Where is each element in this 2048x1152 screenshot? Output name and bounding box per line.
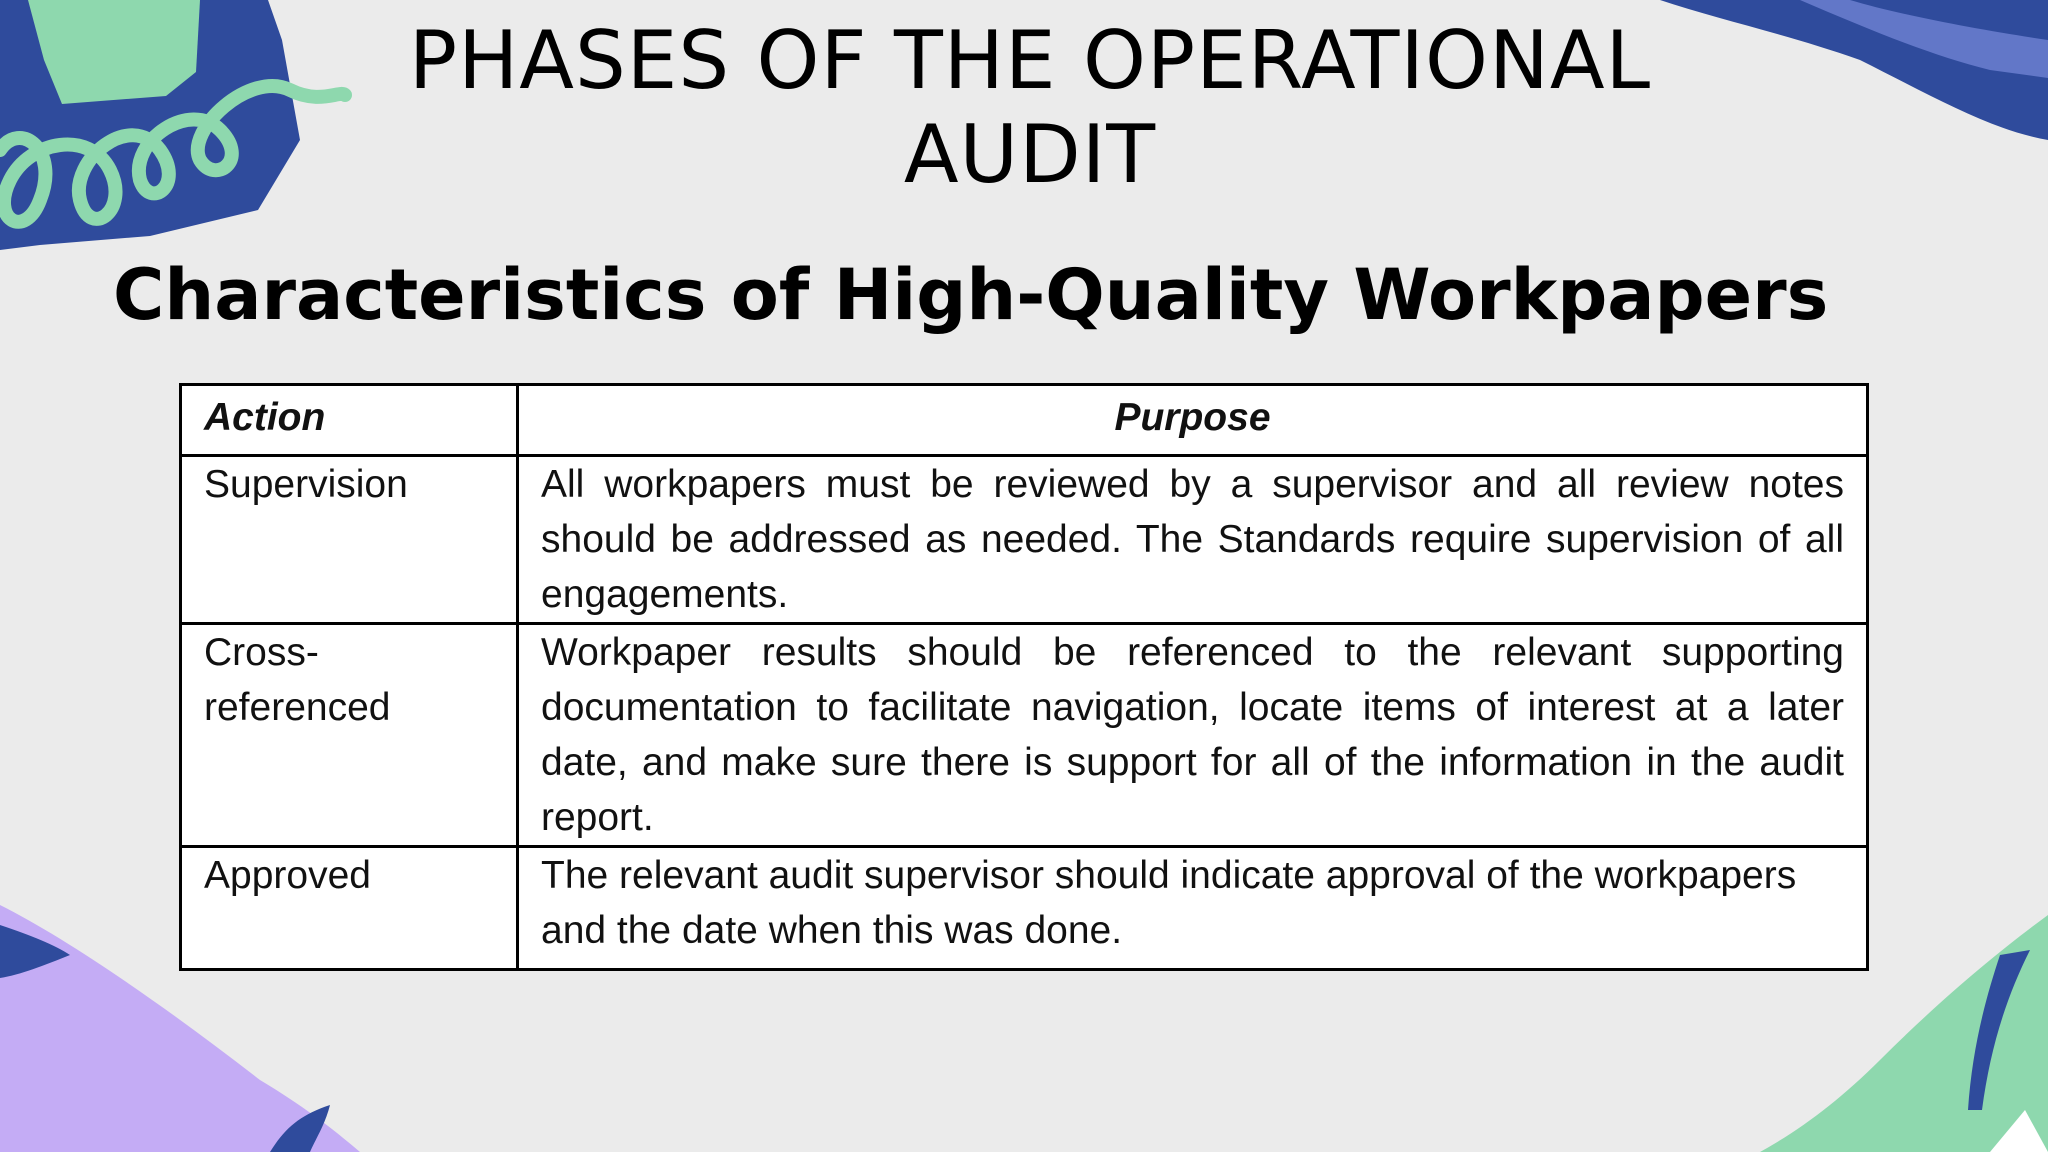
workpapers-table: [179, 383, 1869, 971]
table-header-row: [181, 385, 1868, 456]
row-purpose: The relevant audit supervisor should indicate approval of the workpapers and the date when this was done.: [518, 847, 1868, 970]
table-row: [181, 847, 1868, 970]
row-action: Cross-referenced: [181, 624, 518, 847]
slide-title: PHASES OF THE OPERATIONAL AUDIT: [408, 14, 1652, 201]
slide-subtitle: Characteristics of High-Quality Workpapers: [113, 254, 1829, 336]
header-purpose: Purpose: [518, 385, 1868, 456]
table-row: [181, 456, 1868, 624]
table-row: [181, 624, 1868, 847]
row-purpose: Workpaper results should be referenced to the relevant supporting documentation to facilitate navigation, locate items of interest at a later date, and make sure there is support for all of the information in the audit report.: [518, 624, 1868, 847]
row-action: Approved: [181, 847, 518, 970]
header-action: Action: [181, 385, 518, 456]
row-purpose: All workpapers must be reviewed by a supervisor and all review notes should be addressed as needed. The Standards require supervision of all engagements.: [518, 456, 1868, 624]
row-action: Supervision: [181, 456, 518, 624]
